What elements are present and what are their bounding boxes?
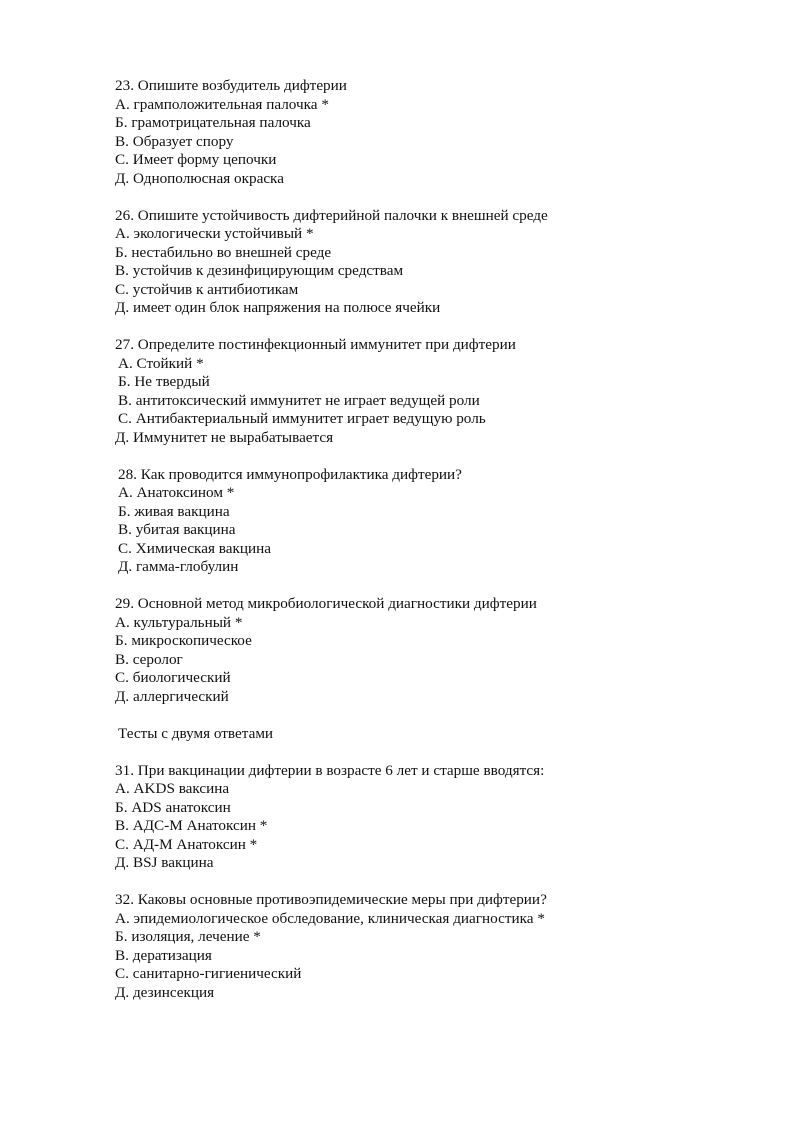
answer-option: А. Анатоксином * (118, 484, 235, 501)
answer-option: С. АД-М Анатоксин * (115, 836, 258, 853)
question-stem: 29. Основной метод микробиологической диагностики дифтерии (115, 595, 537, 612)
answer-option: Д. гамма-глобулин (118, 558, 239, 575)
answer-option: Д. аллергический (115, 688, 229, 705)
answer-option: Б. изоляция, лечение * (115, 928, 261, 945)
answer-option: Б. микроскопическое (115, 632, 252, 649)
answer-option: В. дератизация (115, 947, 212, 964)
question-stem: 27. Определите постинфекционный иммунитет при дифтерии (115, 336, 516, 353)
answer-option: Б. грамотрицательная палочка (115, 114, 311, 131)
answer-option: В. антитоксический иммунитет не играет ведущей роли (118, 392, 480, 409)
answer-option: В. АДС-М Анатоксин * (115, 817, 268, 834)
question-stem: 28. Как проводится иммунопрофилактика дифтерии? (118, 466, 462, 483)
answer-option: С. биологический (115, 669, 231, 686)
answer-option: С. Химическая вакцина (118, 540, 271, 557)
answer-option: Д. имеет один блок напряжения на полюсе ячейки (115, 299, 441, 316)
answer-option: Д. Иммунитет не вырабатывается (115, 429, 334, 446)
answer-option: А. культуральный * (115, 614, 243, 631)
answer-option: А. AKDS ваксина (115, 780, 230, 797)
answer-option: А. экологически устойчивый * (115, 225, 314, 242)
answer-option: С. Имеет форму цепочки (115, 151, 277, 168)
answer-option: А. Стойкий * (118, 355, 204, 372)
answer-option: А. грамположительная палочка * (115, 96, 329, 113)
answer-option: В. Образует спору (115, 133, 234, 150)
answer-option: Б. нестабильно во внешней среде (115, 244, 332, 261)
question-stem: 26. Опишите устойчивость дифтерийной палочки к внешней среде (115, 207, 548, 224)
answer-option: Д. BSJ вакцина (115, 854, 214, 871)
answer-option: В. серолог (115, 651, 183, 668)
answer-option: А. эпидемиологическое обследование, клиническая диагностика * (115, 910, 545, 927)
answer-option: С. санитарно-гигиенический (115, 965, 302, 982)
answer-option: Д. Однополюсная окраска (115, 170, 284, 187)
answer-option: В. убитая вакцина (118, 521, 236, 538)
section-heading: Тесты с двумя ответами (118, 725, 274, 742)
answer-option: С. устойчив к антибиотикам (115, 281, 299, 298)
answer-option: Б. живая вакцина (118, 503, 230, 520)
question-stem: 32. Каковы основные противоэпидемические меры при дифтерии? (115, 891, 547, 908)
question-stem: 31. При вакцинации дифтерии в возрасте 6 лет и старше вводятся: (115, 762, 545, 779)
answer-option: Б. Не твердый (118, 373, 210, 390)
answer-option: В. устойчив к дезинфицирующим средствам (115, 262, 404, 279)
answer-option: Д. дезинсекция (115, 984, 215, 1001)
question-stem: 23. Опишите возбудитель дифтерии (115, 77, 347, 94)
answer-option: Б. ADS анатоксин (115, 799, 231, 816)
answer-option: С. Антибактериальный иммунитет играет ведущую роль (118, 410, 486, 427)
